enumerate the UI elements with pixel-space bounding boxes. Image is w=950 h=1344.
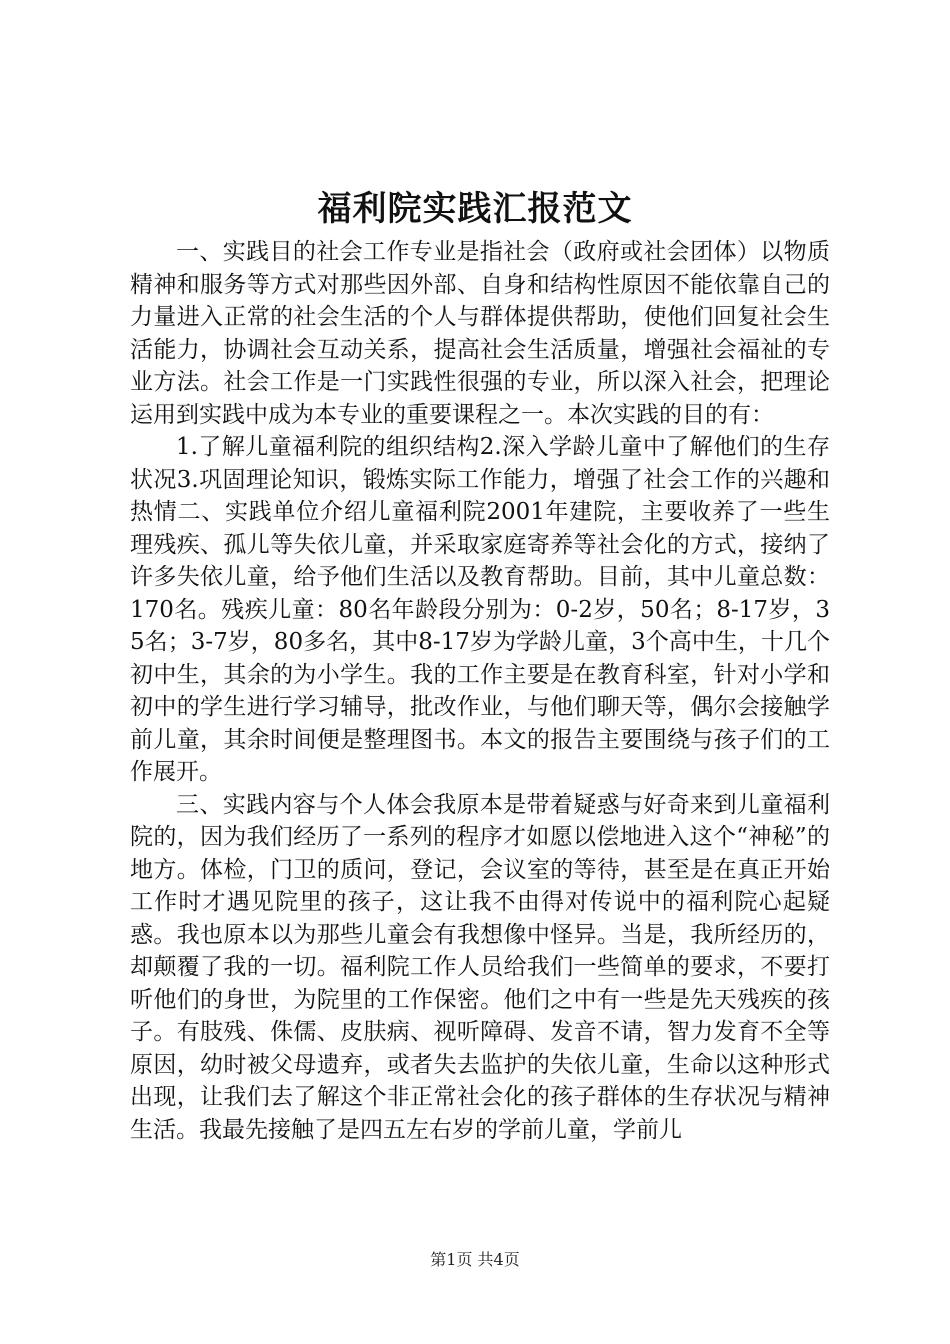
paragraph-practice-content: 三、实践内容与个人体会我原本是带着疑惑与好奇来到儿童福利院的，因为我们经历了一系列的程序才如愿以偿地进入这个“神秘”的地方。体检，门卫的质问，登记，会议室的等待，甚至是在真正开始工作时才遇见院里的孩子，这让我不由得对传说中的福利院心起疑惑。我也原本以为那些儿童会有我想像中怪异。当是，我所经历的，却颠覆了我的一切。福利院工作人员给我们一些简单的要求，不要打听他们的身世，为院里的工作保密。他们之中有一些是先天残疾的孩子。有肢残、侏儒、皮肤病、视听障碍、发音不请，智力发育不全等原因，幼时被父母遗弃，或者失去监护的失依儿童，生命以这种形式出现，让我们去了解这个非正常社会化的孩子群体的生存状况与精神生活。我最先接触了是四五左右岁的学前儿童，学前儿 <box>130 791 830 1143</box>
document-body <box>130 236 830 1146</box>
paragraph-practice-purpose: 一、实践目的社会工作专业是指社会（政府或社会团体）以物质精神和服务等方式对那些因外部、自身和结构性原因不能依靠自己的力量进入正常的社会生活的个人与群体提供帮助，使他们回复社会生活能力，协调社会互动关系，提高社会生活质量，增强社会福祉的专业方法。社会工作是一门实践性很强的专业，所以深入社会，把理论运用到实践中成为本专业的重要课程之一。本次实践的目的有： <box>130 239 830 428</box>
page-number-footer: 第1页 共4页 <box>430 1250 520 1269</box>
document-title: 福利院实践汇报范文 <box>317 189 633 229</box>
paragraph-unit-introduction: 1.了解儿童福利院的组织结构2.深入学龄儿童中了解他们的生存状况3.巩固理论知识，锻炼实际工作能力，增强了社会工作的兴趣和热情二、实践单位介绍儿童福利院2001年建院，主要收养了一些生理残疾、孤儿等失依儿童，并采取家庭寄养等社会化的方式，接纳了许多失依儿童，给予他们生活以及教育帮助。目前，其中儿童总数：170名。残疾儿童：80名年龄段分别为：0-2岁，50名；8-17岁，35名；3-7岁，80多名，其中8-17岁为学龄儿童，3个高中生，十几个初中生，其余的为小学生。我的工作主要是在教育科室，针对小学和初中的学生进行学习辅导，批改作业，与他们聊天等，偶尔会接触学前儿童，其余时间便是整理图书。本文的报告主要围绕与孩子们的工作展开。 <box>130 434 830 785</box>
